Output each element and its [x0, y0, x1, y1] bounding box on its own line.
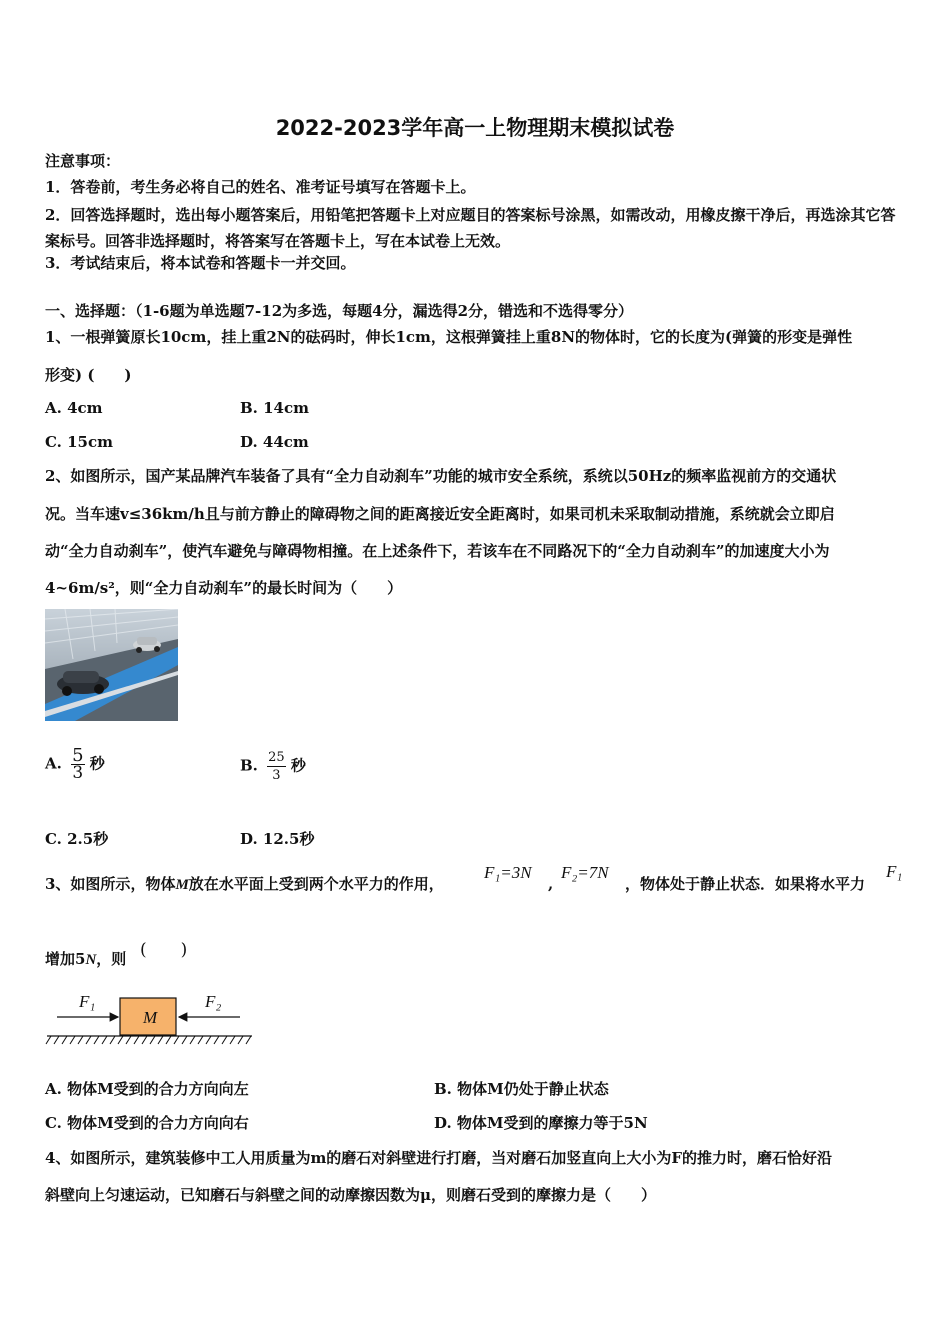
- q1-line-2: 形变) ( ): [45, 366, 132, 384]
- q3-line-1: [45, 874, 444, 895]
- q3-n-symbol: N: [85, 952, 97, 968]
- q3-f1-symbol: F₁: [886, 862, 903, 881]
- car-braking-photo: [45, 609, 178, 721]
- q2-option-b: [240, 749, 306, 784]
- q3-f2-equation: F₂=7N: [561, 863, 609, 882]
- q2-a-fraction: [71, 747, 84, 782]
- q3-line-2: [45, 949, 126, 970]
- q3-line-2a: 增加5: [45, 950, 86, 968]
- notice-item-2: 2．回答选择题时，选出每小题答案后，用铅笔把答题卡上对应题目的答案标号涂黑，如需改动，用橡皮擦干净后，再选涂其它答案标号。回答非选择题时，将答案写在答题卡上，写在本试卷上无效。: [45, 206, 896, 250]
- q2-b-denominator: 3: [272, 768, 281, 783]
- q3-m-symbol: M: [175, 877, 189, 893]
- q2-a-label: A.: [45, 754, 62, 773]
- q1-option-c: C. 15cm: [45, 433, 113, 451]
- section-heading: 一、选择题：（1-6题为单选题7-12为多选，每题4分，漏选得2分，错选和不选得零分）: [45, 302, 634, 320]
- q2-option-c: C. 2.5秒: [45, 830, 109, 848]
- q3-comma: ,: [548, 875, 554, 893]
- page-title: 2022-2023学年高一上物理期末模拟试卷: [275, 116, 675, 140]
- q2-b-numerator: 25: [268, 750, 285, 765]
- q2-line-4: 4~6m/s²，则“全力自动刹车”的最长时间为（ ）: [45, 579, 403, 597]
- notice-item-3: 3．考试结束后，将本试卷和答题卡一并交回。: [45, 254, 356, 272]
- q3-option-b: B. 物体M仍处于静止状态: [434, 1080, 609, 1098]
- notice-item-1: 1．答卷前，考生务必将自己的姓名、准考证号填写在答题卡上。: [45, 178, 476, 196]
- car-photo-graphic: [45, 609, 178, 721]
- q2-line-1: 2、如图所示，国产某品牌汽车装备了具有“全力自动刹车”功能的城市安全系统，系统以50Hz的频率监视前方的交通状: [45, 467, 837, 485]
- q3-line-1-end: ，物体处于静止状态．如果将水平力: [625, 875, 866, 893]
- q4-line-1: 4、如图所示，建筑装修中工人用质量为m的磨石对斜壁进行打磨，当对磨石加竖直向上大小为F的推力时，磨石恰好沿: [45, 1149, 832, 1167]
- q2-b-label: B.: [240, 756, 258, 775]
- q2-a-unit: 秒: [89, 754, 105, 773]
- q2-b-fraction: [267, 749, 286, 784]
- q2-line-3: 动“全力自动刹车”，使汽车避免与障碍物相撞。在上述条件下，若该车在不同路况下的“全力自动刹车”的加速度大小为: [45, 542, 830, 560]
- q1-option-a: A. 4cm: [45, 399, 103, 417]
- fig-m-label: M: [143, 1008, 158, 1027]
- q3-lead: 3、如图所示，物体: [45, 875, 176, 893]
- notice-heading: 注意事项：: [45, 152, 121, 170]
- q3-f1-equation: F₁=3N: [484, 863, 532, 882]
- q3-option-c: C. 物体M受到的合力方向向右: [45, 1114, 249, 1132]
- q3-option-a: A. 物体M受到的合力方向向左: [45, 1080, 249, 1098]
- q3-option-d: D. 物体M受到的摩擦力等于5N: [434, 1114, 648, 1132]
- q2-option-a: [45, 747, 105, 782]
- q2-option-d: D. 12.5秒: [240, 830, 315, 848]
- q2-line-2: 况。当车速v≤36km/h且与前方静止的障碍物之间的距离接近安全距离时，如果司机未采取制动措施，系统就会立即启: [45, 505, 835, 523]
- fig-f2-label: F₂: [205, 992, 222, 1011]
- q3-line-2b: ，则: [96, 950, 127, 968]
- fig-f1-label: F₁: [79, 992, 96, 1011]
- q4-line-2: 斜壁向上匀速运动，已知磨石与斜壁之间的动摩擦因数为μ，则磨石受到的摩擦力是（ ）: [45, 1186, 656, 1204]
- q1-line-1: 1、一根弹簧原长10cm，挂上重2N的砝码时，伸长1cm，这根弹簧挂上重8N的物体时，它的长度为(弹簧的形变是弹性: [45, 328, 853, 346]
- q2-b-unit: 秒: [290, 756, 306, 775]
- q3-paren: ( ): [140, 940, 188, 960]
- q1-option-b: B. 14cm: [240, 399, 310, 417]
- q3-lead-2: 放在水平面上受到两个水平力的作用，: [188, 875, 444, 893]
- q1-option-d: D. 44cm: [240, 433, 309, 451]
- q2-a-denominator: 3: [72, 763, 84, 783]
- q2-a-numerator: 5: [72, 745, 84, 766]
